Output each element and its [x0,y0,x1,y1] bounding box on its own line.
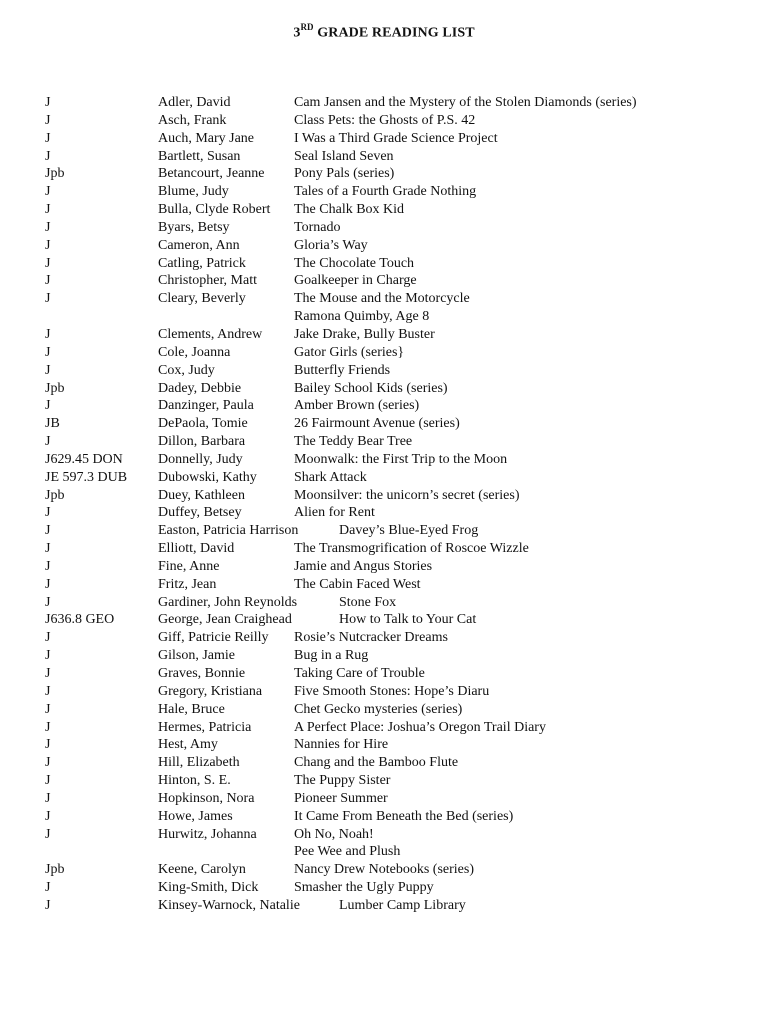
author-name: Hopkinson, Nora [158,790,255,806]
list-item [0,148,768,166]
call-number: Jpb [45,487,65,503]
list-item [0,183,768,201]
author-name: Auch, Mary Jane [158,130,255,146]
book-title: Goalkeeper in Charge [294,273,417,289]
book-title: Taking Care of Trouble [294,666,425,681]
author-name: DePaola, Tomie [158,416,248,432]
list-item [0,790,768,808]
book-title: A Perfect Place: Joshua’s Oregon Trail Diary [294,719,546,735]
author-name: Giff, Patricie Reilly [158,630,269,646]
author-name: Blume, Judy [158,184,229,200]
author-name: Kinsey-Warnock, Natalie [158,897,300,913]
author-name: Hale, Bruce [158,701,225,717]
call-number: J629.45 DON [45,451,123,467]
book-title: Smasher the Ugly Puppy [294,880,434,896]
call-number: J [45,558,51,574]
list-item [0,897,768,915]
list-item [0,647,768,665]
list-item [0,433,768,451]
author-name: Fritz, Jean [158,576,217,592]
list-item [0,415,768,433]
list-item [0,558,768,576]
book-title: Bug in a Rug [294,648,369,664]
call-number: J [45,701,51,717]
book-title: Stone Fox [339,594,397,610]
book-title: Five Smooth Stones: Hope’s Diaru [294,683,490,699]
book-title: The Transmogrification of Roscoe Wizzle [294,541,529,557]
call-number: Jpb [45,862,65,878]
list-item [0,665,768,683]
book-title: The Teddy Bear Tree [294,434,413,450]
author-name: Dillon, Barbara [158,434,246,450]
list-item [0,326,768,344]
book-title: Alien for Rent [294,505,375,521]
book-title: Gator Girls (series} [294,344,405,360]
call-number: J [45,826,51,842]
list-item [0,219,768,237]
author-name: Gilson, Jamie [158,648,235,664]
book-title: Bailey School Kids (series) [294,380,448,396]
book-title: Jake Drake, Bully Buster [294,326,435,342]
author-name: Keene, Carolyn [158,862,246,878]
list-item [0,772,768,790]
author-name: Hest, Amy [158,737,218,753]
author-name: Gardiner, John Reynolds [158,594,298,610]
author-name: Bartlett, Susan [158,148,241,164]
list-item [0,290,768,308]
call-number: J [45,273,51,289]
list-item [0,629,768,647]
call-number: J [45,434,51,450]
book-title: I Was a Third Grade Science Project [294,130,498,146]
title-rest: GRADE READING LIST [313,25,475,41]
list-item [0,683,768,701]
list-item [0,808,768,826]
title-superscript: RD [300,22,314,32]
author-name: Graves, Bonnie [158,666,246,681]
book-title: Pioneer Summer [294,790,388,806]
author-name: Cox, Judy [158,362,215,378]
list-item [0,165,768,183]
book-title: The Cabin Faced West [294,576,421,592]
author-name: Gregory, Kristiana [158,683,263,699]
list-item [0,201,768,219]
call-number: J [45,130,51,146]
list-item [0,879,768,897]
title-prefix: 3 [293,25,301,41]
author-name: Clements, Andrew [158,326,263,342]
book-title: Amber Brown (series) [294,398,420,414]
author-name: Cole, Joanna [158,344,231,360]
author-name: Betancourt, Jeanne [158,166,265,182]
call-number: J [45,630,51,646]
author-name: Byars, Betsy [158,219,230,235]
call-number: J [45,683,51,699]
list-item [0,397,768,415]
call-number: J [45,255,51,271]
author-name: Hurwitz, Johanna [158,826,257,842]
book-title: The Chocolate Touch [294,255,415,271]
call-number: J [45,523,51,539]
list-item [0,237,768,255]
author-name: Hinton, S. E. [158,773,231,789]
book-title: Rosie’s Nutcracker Dreams [294,630,448,646]
list-item [0,504,768,522]
list-item [0,754,768,772]
list-item [0,719,768,737]
book-title: Davey’s Blue-Eyed Frog [339,523,479,539]
list-item [0,487,768,505]
author-name: Fine, Anne [158,558,220,574]
call-number: J [45,897,51,913]
list-item [0,594,768,612]
list-item [0,522,768,540]
list-item [0,576,768,594]
call-number: J [45,790,51,806]
list-item [0,451,768,469]
list-item [0,362,768,380]
book-title: Nannies for Hire [294,737,389,753]
call-number: J [45,737,51,753]
call-number: J [45,594,51,610]
book-title: Pee Wee and Plush [294,844,401,860]
book-title: The Mouse and the Motorcycle [294,291,470,307]
list-item [0,701,768,719]
call-number: J [45,505,51,521]
author-name: Asch, Frank [158,112,227,128]
author-name: Catling, Patrick [158,255,246,271]
book-title: The Puppy Sister [294,773,391,789]
author-name: Bulla, Clyde Robert [158,202,271,218]
book-title: Chet Gecko mysteries (series) [294,701,463,717]
page-title [0,23,768,42]
call-number: JB [45,416,60,432]
book-title: Pony Pals (series) [294,166,395,182]
list-item [0,344,768,362]
book-title: Jamie and Angus Stories [294,558,433,574]
book-title: Tales of a Fourth Grade Nothing [294,184,477,200]
book-title: 26 Fairmount Avenue (series) [294,416,460,432]
list-item [0,861,768,879]
book-title: Class Pets: the Ghosts of P.S. 42 [294,112,476,128]
author-name: Elliott, David [158,541,235,557]
call-number: J [45,291,51,307]
call-number: J [45,344,51,360]
list-item [0,272,768,290]
list-item [0,469,768,487]
author-name: Cameron, Ann [158,237,240,253]
call-number: J [45,326,51,342]
book-title: Lumber Camp Library [339,897,466,913]
book-title: Butterfly Friends [294,362,391,378]
book-title: Moonsilver: the unicorn’s secret (series) [294,487,520,503]
author-name: Duffey, Betsey [158,505,242,521]
call-number: J [45,219,51,235]
author-name: Donnelly, Judy [158,451,243,467]
author-name: Christopher, Matt [158,273,257,289]
book-title: Shark Attack [294,469,367,485]
list-item [0,130,768,148]
list-item [0,611,768,629]
call-number: Jpb [45,166,65,182]
book-title: How to Talk to Your Cat [339,612,477,628]
call-number: Jpb [45,380,65,396]
book-title: Seal Island Seven [294,148,394,164]
call-number: J [45,773,51,789]
call-number: J [45,648,51,664]
list-item [0,255,768,273]
author-name: Dadey, Debbie [158,380,242,396]
list-item [0,308,768,326]
author-name: Cleary, Beverly [158,291,246,307]
book-title: Cam Jansen and the Mystery of the Stolen Diamonds (series) [294,95,637,110]
book-title: Tornado [294,219,341,235]
book-title: Ramona Quimby, Age 8 [294,309,430,325]
list-item [0,380,768,398]
call-number: J [45,148,51,164]
author-name: George, Jean Craighead [158,612,292,628]
book-title: Oh No, Noah! [294,826,374,842]
call-number: J [45,755,51,771]
call-number: J [45,576,51,592]
book-title: Nancy Drew Notebooks (series) [294,862,474,878]
call-number: J [45,880,51,896]
call-number: J [45,362,51,378]
call-number: J [45,666,51,681]
list-item [0,736,768,754]
list-item [0,843,768,861]
book-title: Gloria’s Way [294,237,368,253]
list-item [0,112,768,130]
call-number: J [45,719,51,735]
call-number: J [45,95,51,110]
book-title: Chang and the Bamboo Flute [294,755,459,771]
author-name: Howe, James [158,808,233,824]
book-title: Moonwalk: the First Trip to the Moon [294,451,508,467]
call-number: J [45,541,51,557]
author-name: Duey, Kathleen [158,487,245,503]
author-name: Danzinger, Paula [158,398,254,414]
call-number: J [45,112,51,128]
author-name: Hermes, Patricia [158,719,252,735]
author-name: Easton, Patricia Harrison [158,523,299,539]
call-number: J [45,237,51,253]
call-number: J [45,184,51,200]
reading-list [0,94,768,915]
call-number: J [45,202,51,218]
book-title: The Chalk Box Kid [294,202,405,218]
author-name: King-Smith, Dick [158,880,259,896]
author-name: Adler, David [158,95,231,110]
list-item [0,826,768,844]
list-item [0,540,768,558]
call-number: J [45,398,51,414]
author-name: Dubowski, Kathy [158,469,257,485]
book-title: It Came From Beneath the Bed (series) [294,808,514,824]
list-item [0,94,768,112]
call-number: J636.8 GEO [45,612,115,628]
author-name: Hill, Elizabeth [158,755,240,771]
call-number: J [45,808,51,824]
call-number: JE 597.3 DUB [45,469,128,485]
